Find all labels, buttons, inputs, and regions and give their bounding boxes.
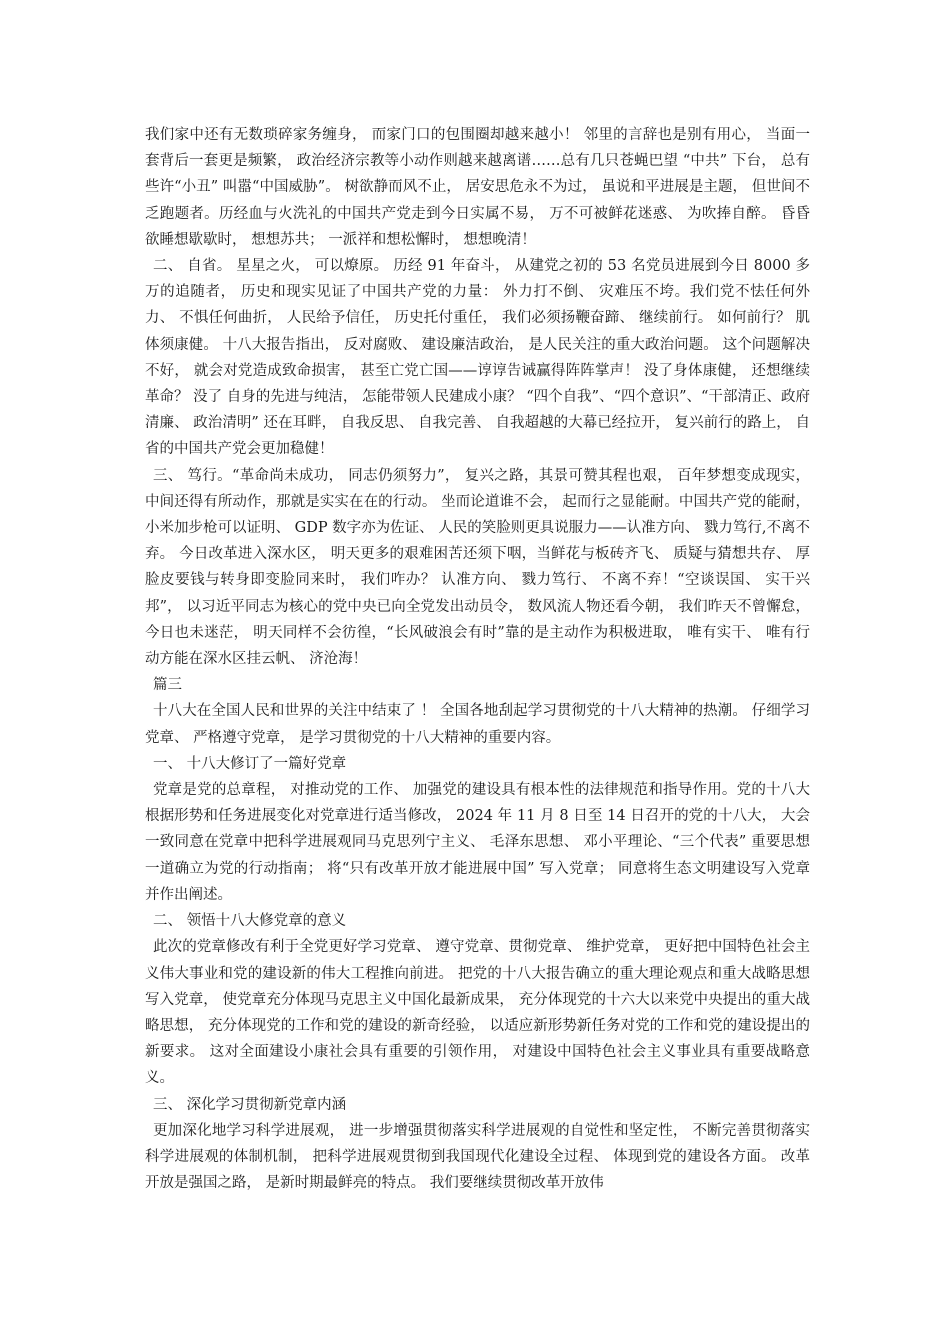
document-body	[145, 122, 810, 1196]
paragraph-family-concerns: 我们家中还有无数琐碎家务缠身， 而家门口的包围圈却越来越小！ 邻里的言辞也是别有用心， 当面一套背后一套更是频繁， 政治经济宗教等小动作则越来越离谱……总有几只苍蝇巴望 “中共” 下台， 总有些许“小丑” 叫嚣“中国威胁”。 树欲静而风不止， 居安思危永不为过， 虽说和平进展是主题， 但世间不乏跑题者。历经血与火洗礼的中国共产党走到今日实属不易， 万不可被鲜花迷惑、 为吹捧自醉。 昏昏欲睡想歇歇时， 想想苏共； 一派祥和想松懈时， 想想晚清！	[145, 127, 810, 248]
paragraph-eighteenth-congress-intro: 十八大在全国人民和世界的关注中结束了 ！ 全国各地刮起学习贯彻党的十八大精神的热潮。 仔细学习党章、 严格遵守党章， 是学习贯彻党的十八大精神的重要内容。	[145, 703, 810, 746]
heading-deepen-study: 三、 深化学习贯彻新党章内涵	[152, 1096, 347, 1113]
paragraph-practice: 三、 笃行。“革命尚未成功， 同志仍须努力”， 复兴之路，其景可赞其程也艰， 百年梦想变成现实， 中间还得有所动作，那就是实实在在的行动。 坐而论道谁不会， 起而行之显能耐。中国共产党的能耐， 小米加步枪可以证明、 GDP 数字亦为佐证、 人民的笑脸则更具说服力——认准方向、 戮力笃行,不离不弃。 今日改革进入深水区， 明天更多的艰难困苦还须下咽，当鲜花与板砖齐飞、 质疑与猜想共存、 厚脸皮要钱与转身即变脸同来时， 我们咋办？ 认准方向、 戮力笃行、 不离不弃！“空谈误国、 实干兴邦”， 以习近平同志为核心的党中央已向全党发出动员令， 数风流人物还看今朝， 我们昨天不曾懈怠， 今日也未迷茫， 明天同样不会彷徨，“长风破浪会有时”靠的是主动作为积极进取， 唯有实干、 唯有行动方能在深水区挂云帆、 济沧海！	[145, 467, 811, 668]
paragraph-significance: 此次的党章修改有利于全党更好学习党章、 遵守党章、贯彻党章、 维护党章， 更好把中国特色社会主义伟大事业和党的建设新的伟大工程推向前进。 把党的十八大报告确立的重大理论观点和重大战略思想写入党章， 使党章充分体现马克思主义中国化最新成果， 充分体现党的十六大以来党中央提出的重大战略思想， 充分体现党的工作和党的建设的新奇经验， 以适应新形势新任务对党的工作和党的建设提出的新要求。 这对全面建设小康社会具有重要的引领作用， 对建设中国特色社会主义事业具有重要战略意义。	[145, 939, 810, 1087]
section-title-part-three: 篇三	[152, 677, 182, 694]
paragraph-charter-revision: 党章是党的总章程， 对推动党的工作、 加强党的建设具有根本性的法律规范和指导作用。党的十八大根据形势和任务进展变化对党章进行适当修改， 2024 年 11 月 8 日至 14 日召开的党的十八大， 大会一致同意在党章中把科学进展观同马克思列宁主义、 毛泽东思想、 邓小平理论、“三个代表” 重要思想一道确立为党的行动指南； 将“只有改革开放才能进展中国” 写入党章； 同意将生态文明建设写入党章并作出阐述。	[145, 782, 810, 903]
heading-revised-charter: 一、 十八大修订了一篇好党章	[152, 755, 347, 772]
paragraph-deepen-study: 更加深化地学习科学进展观， 进一步增强贯彻落实科学进展观的自觉性和坚定性， 不断完善贯彻落实科学进展观的体制机制， 把科学进展观贯彻到我国现代化建设全过程、 体现到党的建设各方面。 改革开放是强国之路， 是新时期最鲜亮的特点。 我们要继续贯彻改革开放伟	[145, 1122, 810, 1192]
paragraph-self-reflection: 二、 自省。 星星之火， 可以燎原。 历经 91 年奋斗， 从建党之初的 53 名党员进展到今日 8000 多万的追随者， 历史和现实见证了中国共产党的力量： 外力打不倒、 灾难压不垮。我们党不怯任何外力、 不惧任何曲折， 人民给予信任， 历史托付重任， 我们必须扬鞭奋蹄、 继续前行。 如何前行？ 肌体须康健。 十八大报告指出， 反对腐败、 建设廉洁政治， 是人民关注的重大政治问题。 这个问题解决不好， 就会对党造成致命损害， 甚至亡党亡国——谆谆告诫赢得阵阵掌声！ 没了身体康健， 还想继续革命？ 没了 自身的先进与纯洁， 怎能带领人民建成小康？ “四个自我”、“四个意识”、“干部清正、政府清廉、 政治清明” 还在耳畔， 自我反思、 自我完善、 自我超越的大幕已经拉开， 复兴前行的路上， 自省的中国共产党会更加稳健！	[145, 258, 810, 458]
heading-significance: 二、 领悟十八大修党章的意义	[152, 913, 347, 930]
